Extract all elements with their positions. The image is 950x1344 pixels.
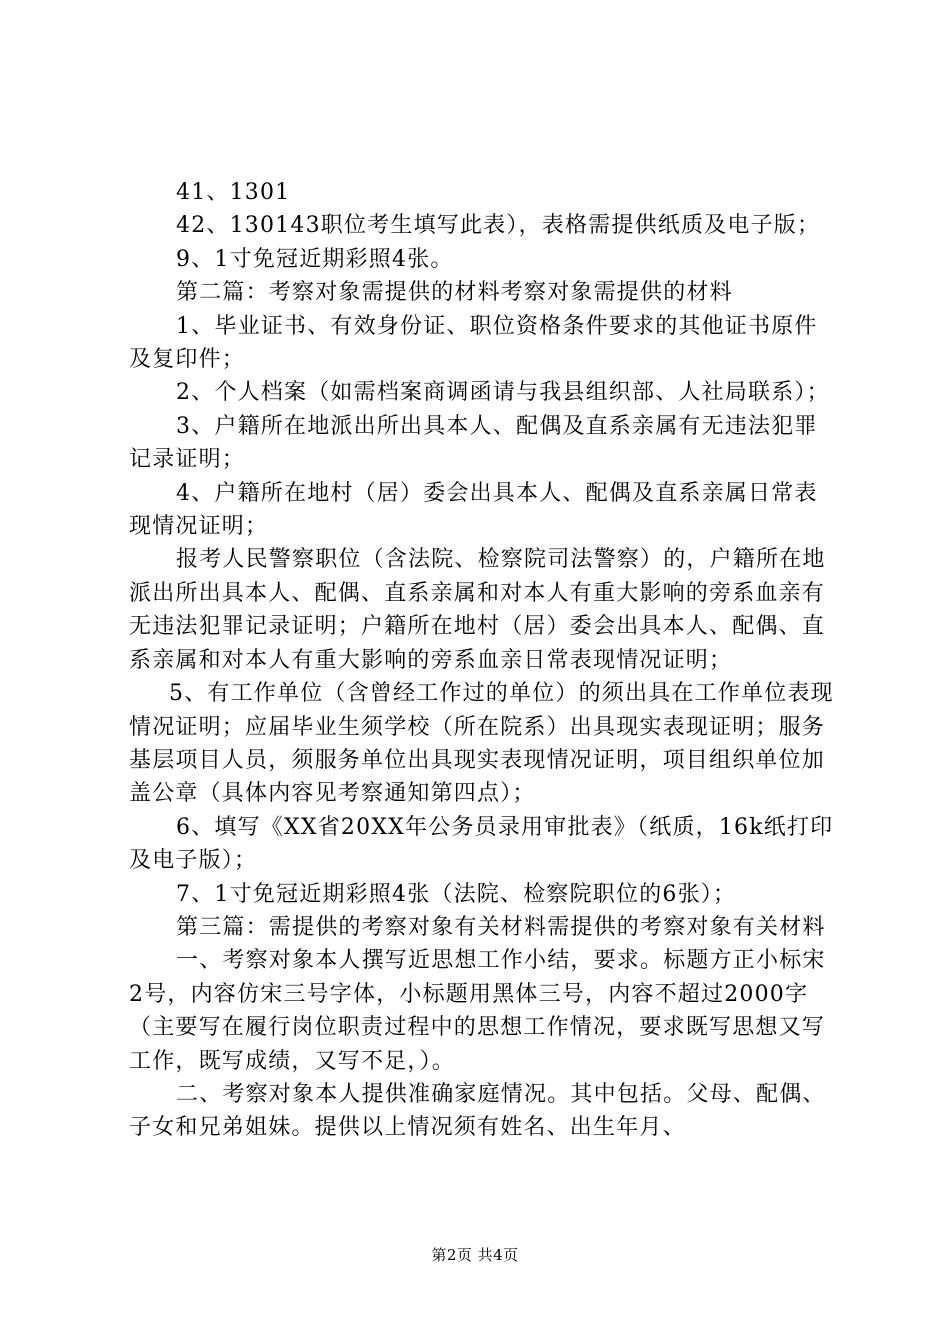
paragraph-item-6-approval-form: 6、填写《XX省20XX年公务员录用审批表》（纸质，16k纸打印及电子版）； (129, 814, 834, 874)
section-heading-part-three: 第三篇：需提供的考察对象有关材料需提供的考察对象有关材料 (176, 914, 826, 940)
document-body (129, 176, 835, 1145)
paragraph-item-42: 42、130143职位考生填写此表），表格需提供纸质及电子版； (176, 213, 821, 239)
page-number: 第2页 共4页 (431, 1246, 519, 1264)
section-heading-part-two: 第二篇：考察对象需提供的材料考察对象需提供的材料 (176, 280, 733, 306)
paragraph-item-5-work-unit: 5、有工作单位（含曾经工作过的单位）的须出具在工作单位表现情况证明；应届毕业生须学校（所在院系）出具现实表现证明；服务基层项目人员，须服务单位出具现实表现情况证明，项目组织单位加盖公章（具体内容见考察通知第四点）； (129, 681, 834, 807)
paragraph-item-two-family: 二、考察对象本人提供准确家庭情况。其中包括。父母、配偶、子女和兄弟姐妹。提供以上情况须有姓名、出生年月、 (129, 1081, 826, 1141)
paragraph-item-41: 41、1301 (176, 180, 291, 205)
paragraph-item-2-archive: 2、个人档案（如需档案商调函请与我县组织部、人社局联系）； (176, 380, 830, 406)
paragraph-item-1-certificates: 1、毕业证书、有效身份证、职位资格条件要求的其他证书原件及复印件； (129, 313, 818, 373)
paragraph-item-7-photos: 7、1寸免冠近期彩照4张（法院、检察院职位的6张）； (176, 881, 737, 907)
paragraph-item-9-photo: 9、1寸免冠近期彩照4张。 (176, 246, 454, 272)
paragraph-item-4-community-record: 4、户籍所在地村（居）委会出具本人、配偶及直系亲属日常表现情况证明； (129, 480, 818, 540)
paragraph-police-position: 报考人民警察职位（含法院、检察院司法警察）的，户籍所在地派出所出具本人、配偶、直系亲属和对本人有重大影响的旁系血亲有无违法犯罪记录证明；户籍所在地村（居）委会出具本人、配偶、直系亲属和对本人有重大影响的旁系血亲日常表现情况证明； (129, 547, 826, 673)
paragraph-item-one-summary: 一、考察对象本人撰写近思想工作小结，要求。标题方正小标宋2号，内容仿宋三号字体，小标题用黑体三号，内容不超过2000字（主要写在履行岗位职责过程中的思想工作情况，要求既写思想又写工作，既写成绩，又写不足，）。 (129, 948, 826, 1074)
page-footer (0, 1244, 950, 1265)
paragraph-item-3-police-record: 3、户籍所在地派出所出具本人、配偶及直系亲属有无违法犯罪记录证明； (129, 413, 818, 473)
